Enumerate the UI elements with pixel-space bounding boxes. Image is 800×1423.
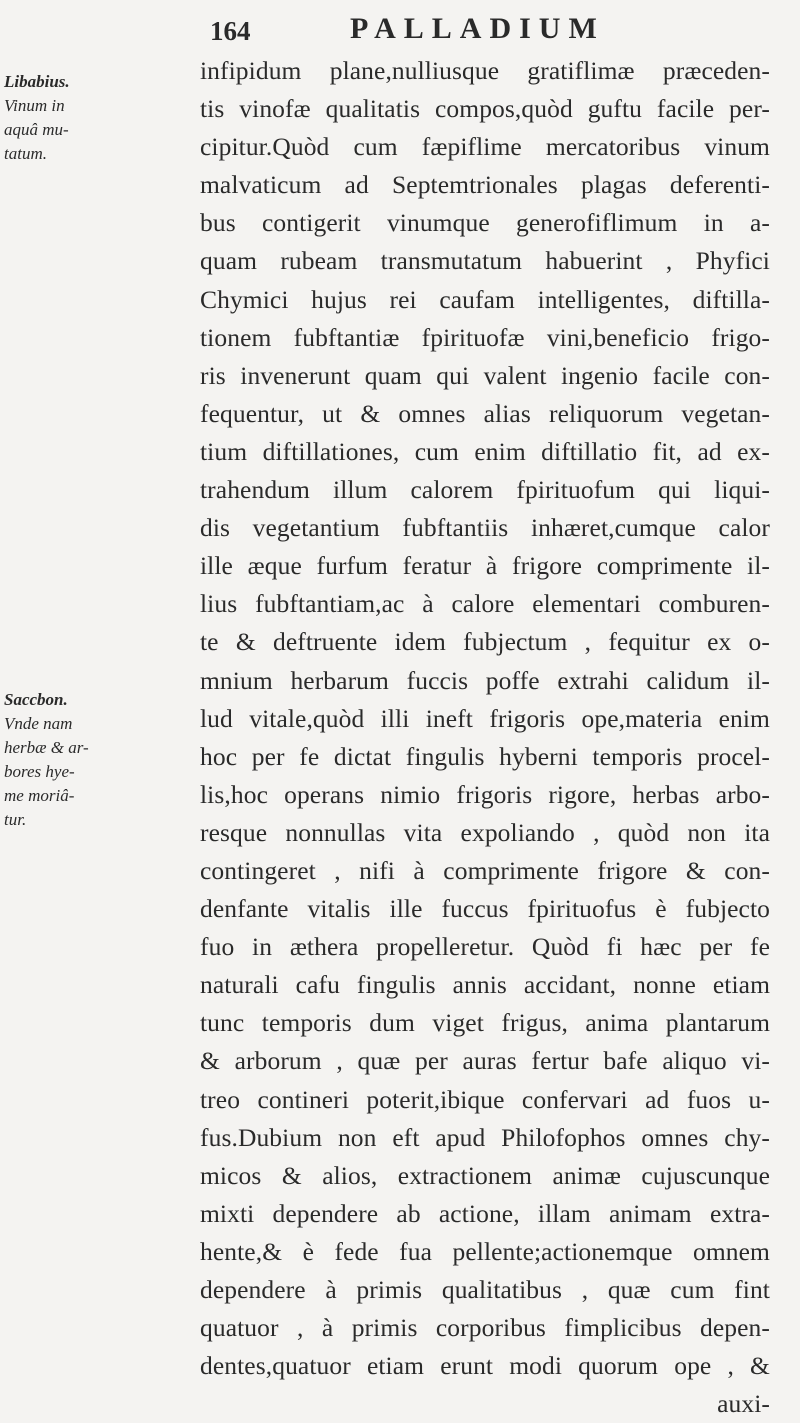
text-line: quatuor , à primis corporibus fimplicibus depen- xyxy=(200,1313,770,1343)
margin-note-line: Vnde nam xyxy=(4,714,73,733)
text-line: tunc temporis dum viget frigus, anima plantarum xyxy=(200,1008,770,1038)
text-line: te & deftruente idem fubjectum , fequitur ex o- xyxy=(200,627,770,657)
text-line: hente,& è fede fua pellente;actionemque omnem xyxy=(200,1236,770,1266)
margin-note-herbae xyxy=(4,688,154,832)
text-line: tis vinofæ qualitatis compos,quòd guftu facile per- xyxy=(200,94,770,124)
text-line: denfante vitalis ille fuccus fpirituofus è fubjecto xyxy=(200,894,770,924)
text-line: fequentur, ut & omnes alias reliquorum vegetan- xyxy=(200,398,770,428)
body-text xyxy=(200,52,770,1423)
margin-note-line: bores hye- xyxy=(4,762,75,781)
text-line: hoc per fe dictat fingulis hyberni temporis procel- xyxy=(200,741,770,771)
text-line: fus.Dubium non eft apud Philofophos omnes chy- xyxy=(200,1122,770,1152)
margin-note-line: Saccbon. xyxy=(4,690,68,709)
text-line: auxi- xyxy=(717,1389,770,1419)
text-line: lud vitale,quòd illi ineft frigoris ope,materia enim xyxy=(200,703,770,733)
text-line: quam rubeam transmutatum habuerint , Phyfici xyxy=(200,246,770,276)
text-line: tium diftillationes, cum enim diftillatio fit, ad ex- xyxy=(200,436,770,466)
text-line: naturali cafu fingulis annis accidant, nonne etiam xyxy=(200,970,770,1000)
text-line: lius fubftantiam,ac à calore elementari comburen- xyxy=(200,589,770,619)
page-header xyxy=(210,8,770,58)
text-line: ris invenerunt quam qui valent ingenio facile con- xyxy=(200,360,770,390)
page-number: 164 xyxy=(210,16,251,46)
margin-note-line: tatum. xyxy=(4,144,47,163)
text-line: bus contigerit vinumque generofiflimum in a- xyxy=(200,208,770,238)
text-line: dentes,quatuor etiam erunt modi quorum ope , & xyxy=(200,1351,770,1381)
text-line: contingeret , nifi à comprimente frigore & con- xyxy=(200,855,770,885)
text-line: lis,hoc operans nimio frigoris rigore, herbas arbo- xyxy=(200,779,770,809)
text-line: fuo in æthera propelleretur. Quòd fi hæc per fe xyxy=(200,932,770,962)
text-line: micos & alios, extractionem animæ cujuscunque xyxy=(200,1160,770,1190)
text-line: infipidum plane,nulliusque gratiflimæ præceden- xyxy=(200,56,770,85)
text-line: trahendum illum calorem fpirituofum qui liqui- xyxy=(200,475,770,505)
text-line: & arborum , quæ per auras fertur bafe aliquo vi- xyxy=(200,1046,770,1076)
text-line: malvaticum ad Septemtrionales plagas deferenti- xyxy=(200,170,770,200)
margin-note-line: aquâ mu- xyxy=(4,120,69,139)
margin-note-line: Vinum in xyxy=(4,96,65,115)
margin-note-line: herbæ & ar- xyxy=(4,738,89,757)
margin-note-vinum xyxy=(4,70,154,166)
text-line: cipitur.Quòd cum fæpiflime mercatoribus vinum xyxy=(200,132,770,162)
text-line: resque nonnullas vita expoliando , quòd non ita xyxy=(200,817,770,847)
margin-note-line: tur. xyxy=(4,810,27,829)
text-line: mnium herbarum fuccis poffe extrahi calidum il- xyxy=(200,665,770,695)
text-line: ille æque furfum feratur à frigore comprimente il- xyxy=(200,551,770,581)
margin-note-line: Libabius. xyxy=(4,72,70,91)
text-line: mixti dependere ab actione, illam animam extra- xyxy=(200,1198,770,1228)
text-line: Chymici hujus rei caufam intelligentes, diftilla- xyxy=(200,284,770,314)
running-head: PALLADIUM xyxy=(350,12,605,45)
text-line: dis vegetantium fubftantiis inhæret,cumque calor xyxy=(200,513,770,543)
text-line: treo contineri poterit,ibique confervari ad fuos u- xyxy=(200,1084,770,1114)
text-line: tionem fubftantiæ fpirituofæ vini,beneficio frigo- xyxy=(200,322,770,352)
margin-note-line: me moriâ- xyxy=(4,786,75,805)
text-line: dependere à primis qualitatibus , quæ cum fint xyxy=(200,1275,770,1304)
